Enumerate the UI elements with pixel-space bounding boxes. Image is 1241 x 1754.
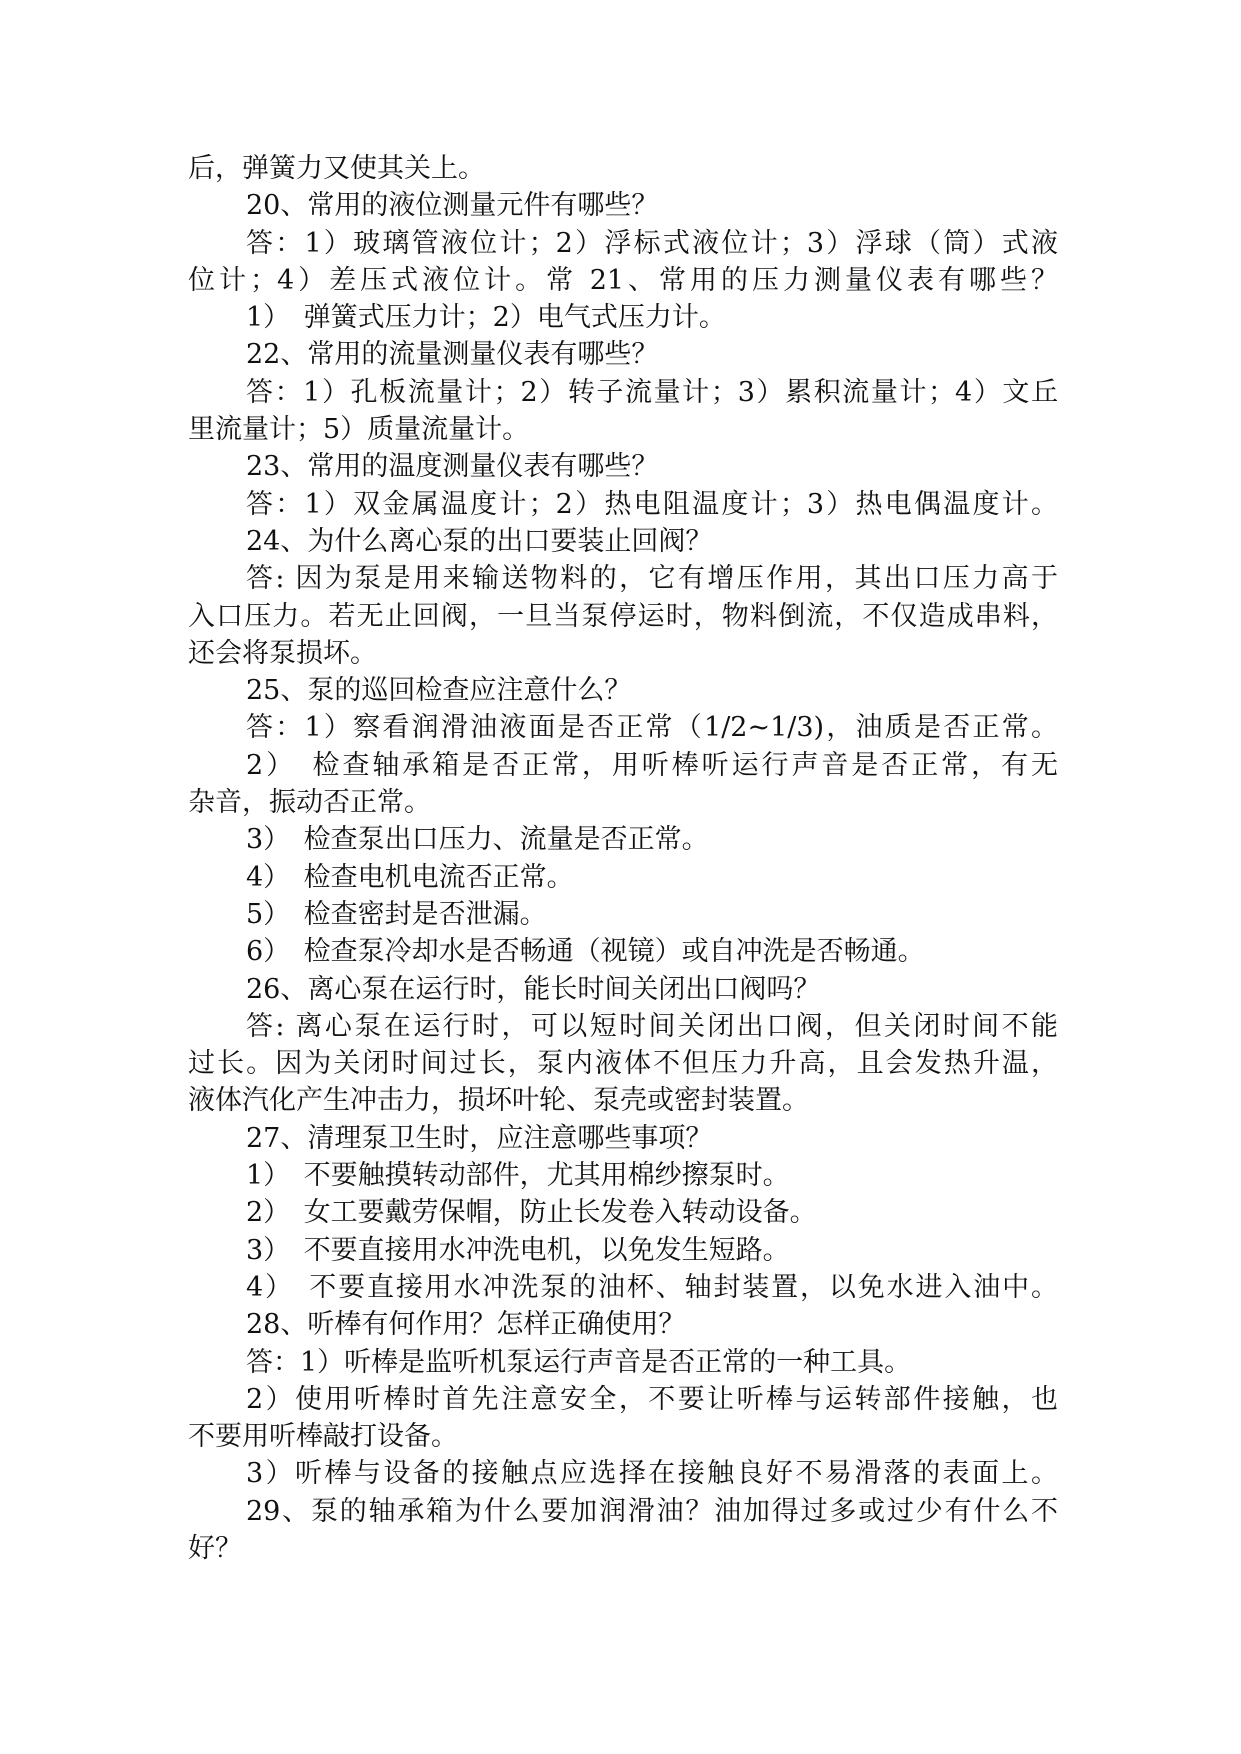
- text-line: 2） 女工要戴劳保帽，防止长发卷入转动设备。: [246, 1197, 817, 1229]
- text-line: 1） 弹簧式压力计；2）电气式压力计。: [246, 302, 726, 334]
- text-line: 28、听棒有何作用？怎样正确使用？: [246, 1309, 686, 1341]
- text-line: 答: 因为泵是用来输送物料的，它有增压作用，其出口压力高于: [246, 563, 1058, 595]
- text-line: 25、泵的巡回检查应注意什么？: [246, 675, 632, 707]
- text-line: 24、为什么离心泵的出口要装止回阀？: [246, 525, 713, 557]
- text-line: 答：1）玻璃管液位计；2）浮标式液位计；3）浮球（筒）式液: [246, 227, 1058, 259]
- text-line: 4） 不要直接用水冲洗泵的油杯、轴封装置，以免水进入油中。: [246, 1271, 1058, 1303]
- text-line: 2）使用听棒时首先注意安全，不要让听棒与运转部件接触，也: [246, 1383, 1058, 1415]
- text-line: 3） 不要直接用水冲洗电机，以免发生短路。: [246, 1234, 790, 1266]
- text-line: 答：1）听棒是监听机泵运行声音是否正常的一种工具。: [246, 1346, 912, 1378]
- text-line: 3） 检查泵出口压力、流量是否正常。: [246, 824, 709, 856]
- text-line: 26、离心泵在运行时，能长时间关闭出口阀吗？: [246, 973, 821, 1005]
- text-line: 不要用听棒敲打设备。: [188, 1421, 458, 1453]
- text-line: 23、常用的温度测量仪表有哪些？: [246, 451, 659, 483]
- text-line: 4） 检查电机电流否正常。: [246, 861, 574, 893]
- text-line: 6） 检查泵冷却水是否畅通（视镜）或自冲洗是否畅通。: [246, 936, 925, 968]
- text-line: 答：1）察看润滑油液面是否正常（1/2~1/3)，油质是否正常。: [246, 712, 1058, 744]
- text-line: 答：1）孔板流量计；2）转子流量计；3）累积流量计；4）文丘: [246, 376, 1058, 408]
- document-page: [188, 150, 1058, 1567]
- text-line: 2） 检查轴承箱是否正常，用听棒听运行声音是否正常，有无: [246, 749, 1058, 781]
- text-line: 27、清理泵卫生时，应注意哪些事项？: [246, 1122, 713, 1154]
- text-line: 1） 不要触摸转动部件，尤其用棉纱擦泵时。: [246, 1160, 790, 1192]
- text-line: 好？: [188, 1532, 242, 1564]
- text-line: 里流量计；5）质量流量计。: [188, 414, 530, 446]
- text-line: 5） 检查密封是否泄漏。: [246, 898, 547, 930]
- text-line: 22、常用的流量测量仪表有哪些？: [246, 339, 659, 371]
- text-line: 杂音，振动否正常。: [188, 787, 431, 819]
- text-line: 20、常用的液位测量元件有哪些？: [246, 190, 659, 222]
- text-line: 过长。因为关闭时间过长，泵内液体不但压力升高，且会发热升温，: [188, 1048, 1058, 1080]
- text-line: 3）听棒与设备的接触点应选择在接触良好不易滑落的表面上。: [246, 1458, 1058, 1490]
- text-line: 液体汽化产生冲击力，损坏叶轮、泵壳或密封装置。: [188, 1085, 809, 1117]
- text-line: 位计；4）差压式液位计。常 21、常用的压力测量仪表有哪些？: [188, 264, 1058, 296]
- text-line: 还会将泵损坏。: [188, 637, 377, 669]
- text-line: 入口压力。若无止回阀，一旦当泵停运时，物料倒流，不仅造成串料，: [188, 600, 1058, 632]
- text-line: 答：1）双金属温度计；2）热电阻温度计；3）热电偶温度计。: [246, 488, 1058, 520]
- text-line: 后，弹簧力又使其关上。: [188, 153, 485, 184]
- text-line: 29、泵的轴承箱为什么要加润滑油？油加得过多或过少有什么不: [246, 1495, 1058, 1527]
- text-line: 答: 离心泵在运行时，可以短时间关闭出口阀，但关闭时间不能: [246, 1010, 1058, 1042]
